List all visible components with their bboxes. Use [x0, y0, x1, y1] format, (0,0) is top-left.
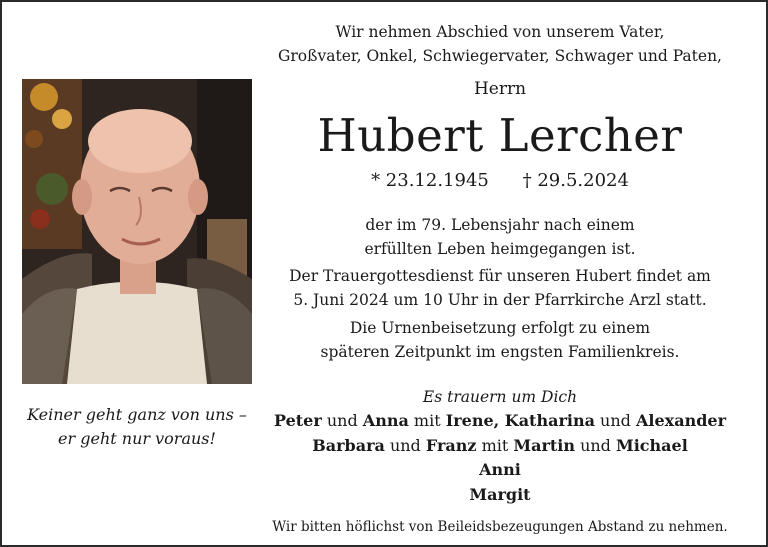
intro-text — [270, 20, 730, 68]
mourners-section — [270, 385, 730, 507]
mourner-name: Franz — [425, 435, 477, 455]
intro-line-2: Großvater, Onkel, Schwiegervater, Schwager und Paten, — [278, 47, 722, 65]
deceased-name: Hubert Lercher — [317, 109, 683, 162]
connector-text: und — [384, 435, 426, 455]
age-line-2: erfüllten Leben heimgegangen ist. — [364, 240, 636, 258]
service-text — [270, 264, 730, 312]
intro-line-1: Wir nehmen Abschied von unserem Vater, — [335, 23, 665, 41]
service-line-2: 5. Juni 2024 um 10 Uhr in der Pfarrkirche Arzl statt. — [293, 291, 707, 309]
mourner-name: Margit — [469, 484, 531, 504]
closing-note: Wir bitten höflichst von Beileidsbezeugungen Abstand zu nehmen. — [272, 519, 728, 535]
mourners-row-1 — [270, 409, 730, 434]
mourners-row-4 — [270, 483, 730, 508]
urn-text — [270, 316, 730, 364]
connector-text: mit — [476, 435, 514, 455]
mourner-name: Alexander — [635, 411, 726, 430]
mourner-name: Anni — [479, 460, 521, 479]
connector-text: mit — [408, 411, 446, 430]
motto-line-1: Keiner geht ganz von uns – — [27, 405, 247, 424]
mourner-name: Peter — [273, 411, 322, 430]
connector-text: und — [574, 435, 617, 455]
mourners-row-2 — [270, 434, 730, 459]
age-line-1: der im 79. Lebensjahr nach einem — [365, 216, 635, 234]
service-line-1: Der Trauergottesdienst für unseren Hubert findet am — [289, 267, 711, 285]
salutation: Herrn — [473, 79, 527, 99]
urn-line-1: Die Urnenbeisetzung erfolgt zu einem — [349, 319, 651, 337]
portrait-illustration — [22, 79, 252, 384]
mourner-name: Irene, Katharina — [445, 411, 595, 430]
life-dates — [270, 168, 730, 194]
mourner-name: Michael — [616, 435, 688, 455]
mourner-name: Barbara — [312, 435, 385, 455]
mourner-name: Anna — [362, 411, 409, 430]
portrait-photo — [22, 79, 252, 384]
mourners-title: Es trauern um Dich — [422, 388, 578, 406]
motto-line-2: er geht nur voraus! — [58, 429, 216, 448]
death-date: † 29.5.2024 — [522, 170, 629, 191]
connector-text: und — [321, 411, 363, 430]
age-text — [270, 213, 730, 261]
connector-text: und — [594, 411, 636, 430]
mourner-name: Martin — [513, 435, 575, 455]
motto-quote — [12, 403, 262, 451]
mourners-row-3 — [270, 458, 730, 483]
birth-date: * 23.12.1945 — [371, 170, 489, 191]
urn-line-2: späteren Zeitpunkt im engsten Familienkreis. — [320, 343, 680, 361]
